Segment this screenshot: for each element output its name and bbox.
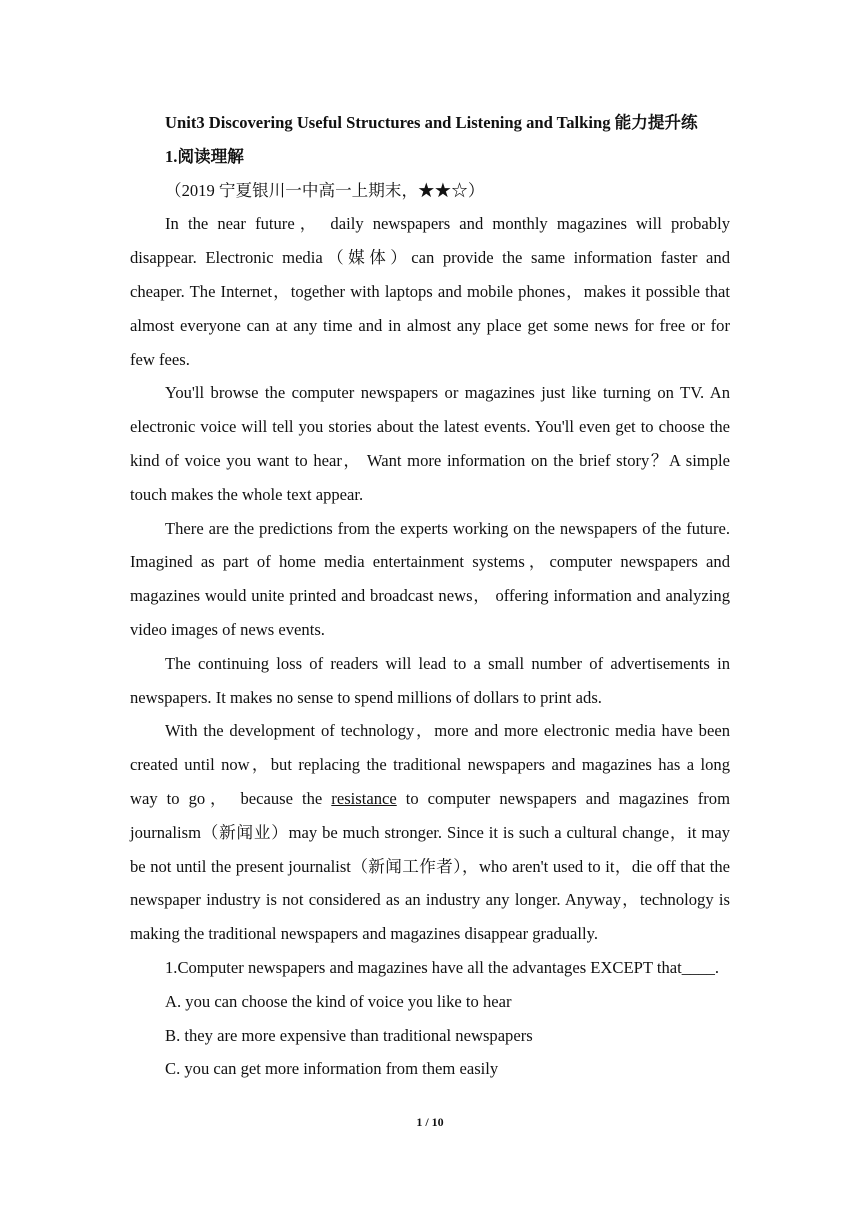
question-1-stem: 1.Computer newspapers and magazines have all the advantages EXCEPT that____. bbox=[165, 957, 720, 977]
passage-paragraph-1: In the near future， daily newspapers and monthly magazines will probably disappear. Electronic media（媒体）can provide the same information faster and cheaper. The Internet，together with laptops and mobile phones，makes it possible that almost everyone can at any time and in almost any place get some news for free or for few fees. bbox=[130, 214, 730, 369]
paragraph-5-after: to computer newspapers and magazines from journalism（新闻业）may be much stronger. Since it is such a cultural change，it may be not until the present journalist（新闻工作者），who aren't used to it，die off that the newspaper industry is not considered as an industry any longer. Anyway，technology is making the traditional newspapers and magazines disappear gradually. bbox=[130, 788, 730, 944]
paragraph-5-before: With the development of technology，more and more electronic media have been created until now，but replacing the traditional newspapers and magazines has a long way to go， because the bbox=[130, 721, 730, 808]
passage-paragraph-3: There are the predictions from the experts working on the newspapers of the future. Imagined as part of home media entertainment systems，computer newspapers and magazines would unite printed and broadcast news， offering information and analyzing video images of news events. bbox=[130, 518, 730, 639]
document-body bbox=[130, 106, 730, 1086]
passage-paragraph-2: You'll browse the computer newspapers or magazines just like turning on TV. An electronic voice will tell you stories about the latest events. You'll even get to choose the kind of voice you want to hear， Want more information on the brief story？A simple touch makes the whole text appear. bbox=[130, 383, 730, 504]
question-1-option-c: C. you can get more information from them easily bbox=[165, 1059, 499, 1079]
page-number: 1 / 10 bbox=[416, 1115, 444, 1129]
question-1-option-a: A. you can choose the kind of voice you like to hear bbox=[165, 991, 512, 1011]
underlined-word: resistance bbox=[331, 788, 397, 808]
document-title: Unit3 Discovering Useful Structures and Listening and Talking 能力提升练 bbox=[165, 113, 698, 132]
source-note: （2019 宁夏银川一中高一上期末，★★☆） bbox=[165, 180, 485, 200]
passage-paragraph-4: The continuing loss of readers will lead to a small number of advertisements in newspapers. It makes no sense to spend millions of dollars to print ads. bbox=[130, 653, 730, 707]
section-heading: 1.阅读理解 bbox=[165, 146, 244, 166]
question-1-option-b: B. they are more expensive than traditional newspapers bbox=[165, 1025, 533, 1045]
passage-paragraph-5 bbox=[130, 714, 730, 951]
